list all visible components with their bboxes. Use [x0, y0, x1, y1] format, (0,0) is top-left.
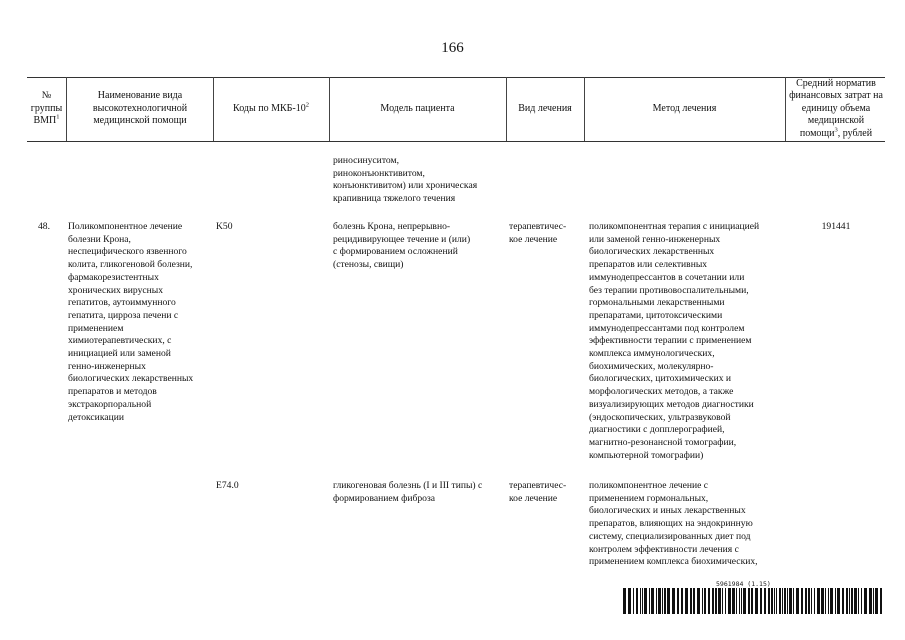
column-divider [66, 77, 67, 141]
continuation-patient-model: риносинуситом, риноконъюнктивитом, конъюнктивитом) или хроническая крапивница тяжелого течения [333, 155, 478, 205]
table-top-rule [27, 77, 885, 78]
row48-cost: 191441 [821, 221, 851, 232]
header-patient-model: Модель пациента [380, 102, 455, 114]
row48b-treatment-method: поликомпонентное лечение с применением гормональных, биологических и иных лекарственных препаратов, влияющих на эндокринную систему, специализированных диет под контролем эффективности лечения с применением комплекса биохимических, [589, 480, 758, 568]
header-cost-norm: Средний норматив финансовых затрат на единицу объема медицинской помощи$^3$, рублей [789, 77, 883, 139]
row48-icd-code: K50 [216, 221, 233, 232]
barcode-label: 5961984 (1.15) [716, 580, 771, 588]
header-care-name: Наименование вида высокотехнологичной медицинской помощи [92, 90, 188, 127]
row48b-treatment-type: терапевтичес- кое лечение [509, 480, 567, 504]
row48-care-name: Поликомпонентное лечение болезни Крона, неспецифического язвенного колита, гликогеновой болезни, фармакорезистентных хронических вирусных гепатитов, аутоиммунного гепатита, цирроза печени с применением химиотерапевтических, с инициацией или заменой генно-инженерных биологических лекарственных препаратов и методов экстракорпоральной детоксикации [68, 221, 194, 423]
header-treatment-method: Метод лечения [652, 102, 717, 114]
row48-treatment-method: поликомпонентная терапия с инициацией или заменой генно-инженерных биологических лекарственных препаратов или селективных иммунодепрессантов в сочетании или без терапии противовоспалительными, гормональными лекарственными препаратами, цитотоксическими иммунодепрессантами под контролем эффективности терапии с применением комплекса иммунологических, биохимических, молекулярно- биологических, цитохимических и морфологических методов, а также визуализирующих методов диагностики (эндоскопических, ультразвуковой диагностики с допплерографией, магнитно-резонансной томографии, компьютерной томографии) [589, 221, 760, 461]
row48-group-number: 48. [38, 221, 50, 232]
row48b-icd-code: E74.0 [216, 480, 239, 491]
row48-treatment-type: терапевтичес- кое лечение [509, 221, 567, 245]
page-number: 166 [441, 40, 464, 56]
header-treatment-type: Вид лечения [518, 102, 572, 114]
row48-patient-model: болезнь Крона, непрерывно- рецидивирующее течение и (или) с формированием осложнений (стенозы, свищи) [333, 221, 471, 271]
barcode-icon [623, 588, 885, 614]
row48b-patient-model: гликогеновая болезнь (I и III типы) с формированием фиброза [333, 480, 483, 504]
header-bottom-rule [27, 141, 885, 142]
header-group-number: № группы ВМП$^1$ [30, 90, 63, 127]
column-divider [785, 77, 786, 141]
header-icd-codes: Коды по МКБ-$10^2$ [233, 101, 309, 114]
